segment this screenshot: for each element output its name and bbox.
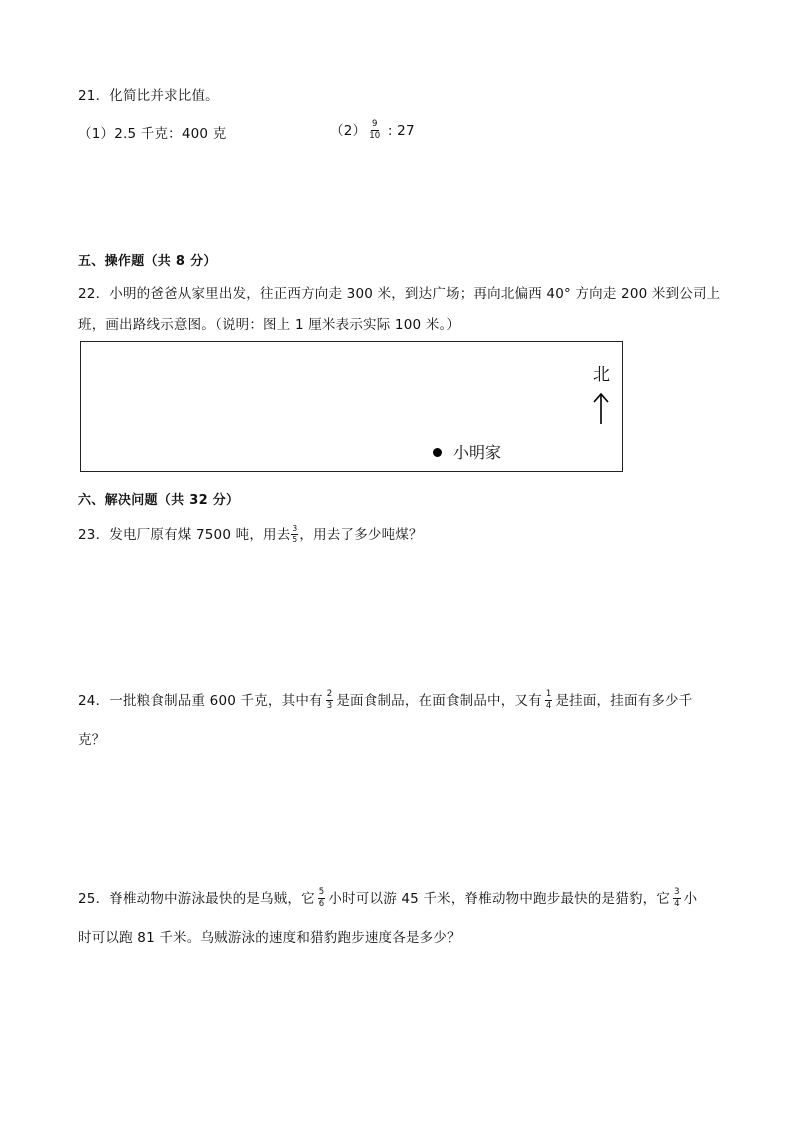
question-22-line-1: 22．小明的爸爸从家里出发，往正西方向走 300 米，到达广场；再向北偏西 40° 方向走 200 米到公司上: [78, 286, 721, 302]
home-dot-icon: [433, 448, 442, 457]
fraction-9-10: [369, 120, 380, 140]
question-23-prefix: 23．发电厂原有煤 7500 吨，用去: [78, 527, 291, 543]
question-25-line-2: 时可以跑 81 千米。乌贼游泳的速度和猎豹跑步速度各是多少？: [78, 930, 461, 946]
fraction-numerator: 9: [372, 119, 378, 129]
fraction-denominator: 6: [318, 898, 325, 909]
north-label: 北: [593, 365, 610, 385]
fraction-denominator: 4: [545, 700, 552, 711]
fraction-numerator: 3: [674, 887, 680, 897]
question-24-suffix: 是挂面，挂面有多少千: [555, 693, 693, 709]
fraction-denominator: 3: [326, 700, 333, 711]
question-25-prefix: 25．脊椎动物中游泳最快的是乌贼，它: [78, 891, 315, 907]
question-21-title: 21．化简比并求比值。: [78, 88, 219, 104]
question-21-part-2-prefix: （2）: [330, 123, 367, 139]
question-23: [78, 523, 423, 544]
fraction-5-6: [318, 888, 326, 908]
fraction-denominator: 10: [369, 130, 381, 141]
fraction-numerator: 5: [318, 887, 325, 897]
fraction-3-5: [291, 525, 298, 543]
section-5-title: 五、操作题（共 8 分）: [78, 254, 217, 269]
question-23-suffix: ，用去了多少吨煤？: [299, 527, 423, 543]
question-25-middle: 小时可以游 45 千米，脊椎动物中跑步最快的是猎豹，它: [328, 891, 671, 907]
question-21-part-2: [330, 119, 415, 141]
question-25-suffix: 小: [683, 891, 698, 907]
question-25-line-1: [78, 887, 697, 909]
question-24-line-2: 克？: [78, 732, 106, 748]
question-24-middle: 是面食制品，在面食制品中，又有: [336, 693, 542, 709]
section-6-title: 六、解决问题（共 32 分）: [78, 493, 240, 508]
fraction-denominator: 5: [292, 534, 298, 544]
fraction-numerator: 3: [292, 524, 298, 533]
route-drawing-area[interactable]: [80, 341, 623, 472]
arrow-up-icon: [592, 392, 610, 430]
question-24-prefix: 24．一批粮食制品重 600 千克，其中有: [78, 693, 323, 709]
question-21-part-1: （1）2.5 千克：400 克: [78, 126, 227, 142]
question-24-line-1: [78, 689, 692, 711]
home-label: 小明家: [453, 443, 502, 462]
fraction-2-3: [326, 690, 334, 710]
question-22-line-2: 班，画出路线示意图。（说明：图上 1 厘米表示实际 100 米。）: [78, 317, 461, 333]
question-21-part-2-suffix: : 27: [383, 123, 415, 139]
fraction-numerator: 1: [545, 689, 552, 699]
fraction-1-4: [545, 690, 553, 710]
fraction-numerator: 2: [326, 689, 333, 699]
fraction-denominator: 4: [674, 898, 680, 909]
fraction-3-4: [673, 888, 681, 908]
